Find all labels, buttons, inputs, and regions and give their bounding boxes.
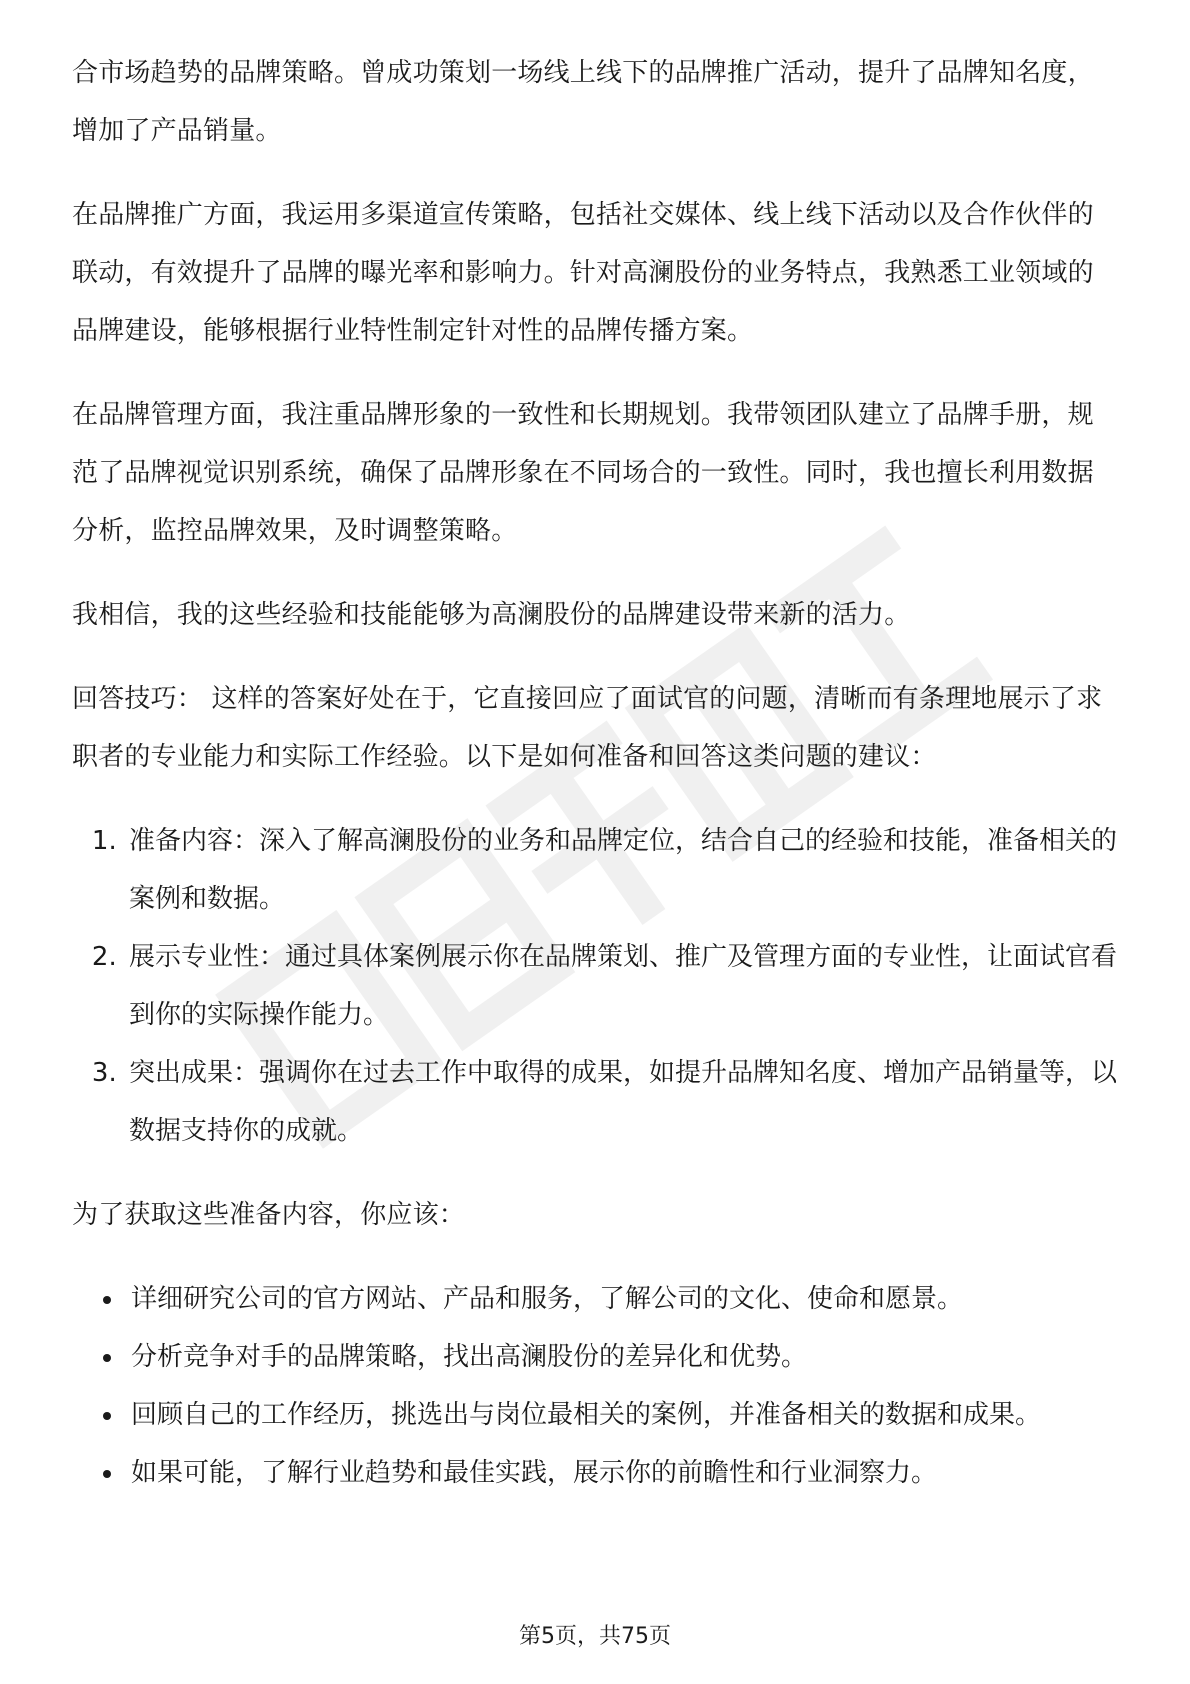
paragraph-intro-continuation: 合市场趋势的品牌策略。曾成功策划一场线上线下的品牌推广活动，提升了品牌知名度，增加了产品销量。 (72, 58, 1094, 146)
paragraph-answer-tips: 回答技巧： 这样的答案好处在于，它直接回应了面试官的问题，清晰而有条理地展示了求职者的专业能力和实际工作经验。以下是如何准备和回答这类问题的建议： (72, 684, 1103, 772)
tips-numbered-list (72, 812, 1118, 1160)
document-body (72, 44, 1118, 1502)
paragraph-preparation-intro: 为了获取这些准备内容，你应该： (72, 1200, 466, 1230)
list-item: • 分析竞争对手的品牌策略，找出高澜股份的差异化和优势。 (125, 1328, 1118, 1386)
list-item: 1. 准备内容：深入了解高澜股份的业务和品牌定位，结合自己的经验和技能，准备相关的案例和数据。 (125, 812, 1118, 928)
list-item: • 回顾自己的工作经历，挑选出与岗位最相关的案例，并准备相关的数据和成果。 (125, 1386, 1118, 1444)
list-item: • 详细研究公司的官方网站、产品和服务，了解公司的文化、使命和愿景。 (125, 1270, 1118, 1328)
paragraph-brand-management: 在品牌管理方面，我注重品牌形象的一致性和长期规划。我带领团队建立了品牌手册，规范了品牌视觉识别系统，确保了品牌形象在不同场合的一致性。同时，我也擅长利用数据分析，监控品牌效果，及时调整策略。 (72, 400, 1094, 546)
page-number-footer: 第5页，共75页 (519, 1624, 671, 1649)
list-item: 3. 突出成果：强调你在过去工作中取得的成果，如提升品牌知名度、增加产品销量等，以数据支持你的成就。 (125, 1044, 1118, 1160)
paragraph-brand-promotion: 在品牌推广方面，我运用多渠道宣传策略，包括社交媒体、线上线下活动以及合作伙伴的联动，有效提升了品牌的曝光率和影响力。针对高澜股份的业务特点，我熟悉工业领域的品牌建设，能够根据行业特性制定针对性的品牌传播方案。 (72, 200, 1094, 346)
paragraph-conclusion: 我相信，我的这些经验和技能能够为高澜股份的品牌建设带来新的活力。 (72, 600, 911, 630)
preparation-bullet-list (72, 1270, 1118, 1502)
list-item: 2. 展示专业性：通过具体案例展示你在品牌策划、推广及管理方面的专业性，让面试官看到你的实际操作能力。 (125, 928, 1118, 1044)
list-item: • 如果可能，了解行业趋势和最佳实践，展示你的前瞻性和行业洞察力。 (125, 1444, 1118, 1502)
